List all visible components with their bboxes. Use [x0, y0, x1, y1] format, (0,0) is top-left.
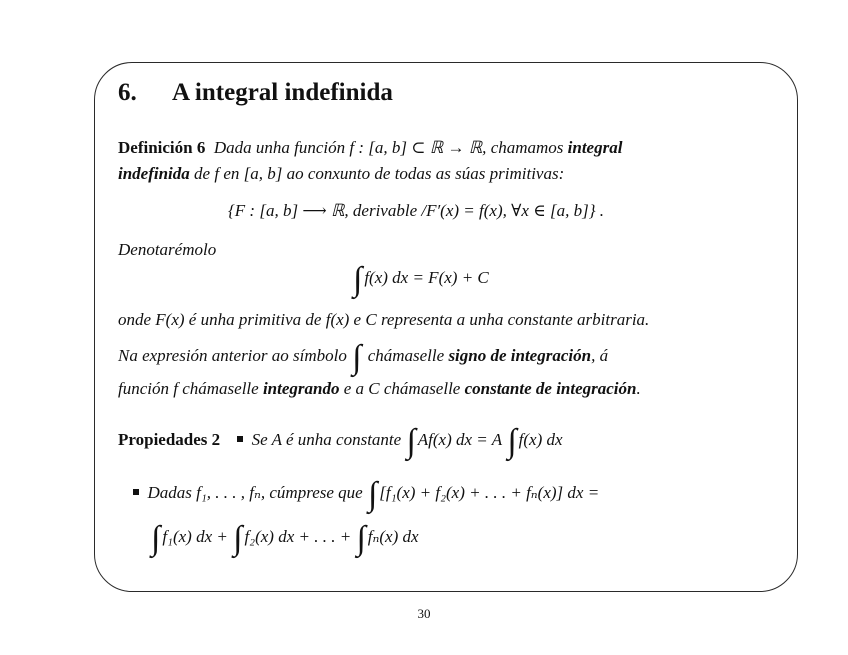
- definition-text-3: de f en [a, b] ao conxunto de todas as súas primitivas:: [194, 164, 565, 183]
- properties-line-1: Propiedades 2 Se A é unha constante ∫ Af(x) dx = A ∫ f(x) dx: [118, 423, 563, 460]
- property-1-math-b: f(x) dx: [518, 430, 563, 449]
- property-2-sum-b: f₂(x) dx + . . . +: [244, 527, 352, 546]
- indefinite-integral-formula: ∫ f(x) dx = F(x) + C: [353, 261, 489, 298]
- property-1-text: Se A é unha constante: [251, 430, 402, 449]
- signo-term: signo de integración: [448, 346, 592, 365]
- naming-text-6: .: [636, 379, 641, 398]
- property-2-sum-c: fₙ(x) dx: [367, 527, 419, 546]
- definition-math-1: f : [a, b] ⊂ ℝ → ℝ,: [349, 138, 487, 157]
- definition-line-1: [118, 138, 622, 158]
- formula-rhs: f(x) dx = F(x) + C: [364, 268, 489, 287]
- property-1-math-a: Af(x) dx = A: [417, 430, 503, 449]
- property-2-line-1: Dadas f₁, . . . , fₙ, cúmprese que ∫ [f₁(x) + f₂(x) + . . . + fₙ(x)] dx =: [133, 483, 599, 503]
- naming-text-2: chámaselle: [367, 346, 445, 365]
- integrando-term: integrando: [262, 379, 340, 398]
- notation-intro: Denotarémolo: [118, 240, 217, 259]
- naming-text-5: e a C chámaselle: [343, 379, 461, 398]
- constante-term: constante de integración: [464, 379, 637, 398]
- bullet-icon: [237, 436, 243, 442]
- naming-text-1: Na expresión anterior ao símbolo: [118, 346, 347, 365]
- notation-explanation: onde F(x) é unha primitiva de f(x) e C representa a unha constante arbitraria.: [118, 310, 650, 329]
- definition-label: Definición 6: [118, 138, 206, 157]
- naming-line-1: Na expresión anterior ao símbolo ∫ chámaselle signo de integración, á: [118, 339, 609, 376]
- definition-text-1: Dada unha función: [213, 138, 346, 157]
- section-heading: [118, 79, 393, 107]
- property-2-math: [f₁(x) + f₂(x) + . . . + fₙ(x)] dx =: [379, 483, 600, 502]
- property-2-text: Dadas f₁, . . . , fₙ, cúmprese que: [147, 483, 363, 502]
- section-number: 6.: [118, 79, 137, 106]
- definition-term-part2: indefinida: [118, 164, 190, 183]
- property-2-line-2: ∫ f₁(x) dx + ∫ f₂(x) dx + . . . + ∫ fₙ(x) dx: [151, 520, 419, 557]
- naming-text-4: función f chámaselle: [118, 379, 259, 398]
- primitives-set-formula: {F : [a, b] ⟶ ℝ, derivable /F′(x) = f(x), ∀x ∈ [a, b]} .: [228, 201, 605, 220]
- definition-term-part1: integral: [567, 138, 623, 157]
- section-title: A integral indefinida: [172, 79, 393, 106]
- naming-line-2: [118, 379, 641, 399]
- properties-label: Propiedades 2: [118, 430, 221, 449]
- bullet-icon: [133, 489, 139, 495]
- definition-text-2: chamamos: [490, 138, 564, 157]
- definition-line-2: [118, 164, 564, 184]
- naming-text-3: , á: [591, 346, 609, 365]
- property-2-sum-a: f₁(x) dx +: [162, 527, 228, 546]
- page-number: 30: [417, 606, 431, 621]
